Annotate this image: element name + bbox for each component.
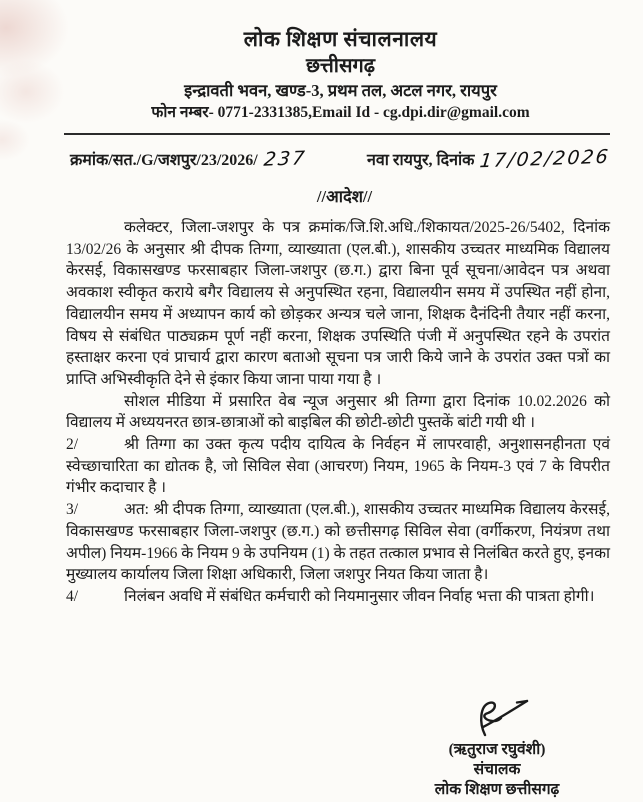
- organization-address: इन्द्रावती भवन, खण्ड-3, प्रथम तल, अटल नगर, रायपुर: [184, 81, 497, 100]
- organization-name: लोक शिक्षण संचालनालय: [243, 27, 438, 51]
- paragraph-3: [66, 434, 610, 499]
- reference-number-handwritten: 237: [262, 147, 308, 171]
- organization-contact: फोन नम्बर- 0771-2331385,Email Id - cg.dpi.dir@gmail.com: [151, 104, 530, 121]
- letterhead: [0, 0, 643, 124]
- signatory-name: (ऋतुराज रघुवंशी): [448, 741, 546, 758]
- paragraph-3-number: 2/: [66, 436, 79, 454]
- paragraph-2: [66, 391, 610, 434]
- organization-state: छत्तीसगढ़: [305, 55, 376, 77]
- reference-row: [0, 135, 643, 173]
- order-body: [0, 217, 643, 608]
- signatory-designation: संचालक: [473, 761, 521, 778]
- paragraph-4-text: अत: श्री दीपक तिग्गा, व्याख्याता (एल.बी.), शासकीय उच्चतर माध्यमिक विद्यालय केरसई, विकासखण्ड फरसाबहार जिला-जशपुर (छ.ग.) को छत्तीसगढ़ सिविल सेवा (वर्गीकरण, नियंत्रण तथा अपील) नियम-1966 के नियम 9 के उपनियम (1) के तहत तत्काल प्रभाव से निलंबित करते हुए, इनका मुख्यालय कार्यालय जिला शिक्षा अधिकारी, जिला जशपुर नियत किया जाता है।: [66, 501, 610, 584]
- place-date-printed: नवा रायपुर, दिनांक: [367, 152, 475, 169]
- paragraph-3-text: श्री तिग्गा का उक्त कृत्य पदीय दायित्व के निर्वहन में लापरवाही, अनुशासनहीनता एवं स्वेच्छाचारिता का द्योतक है, जो सिविल सेवा (आचरण) नियम, 1965 के नियम-3 एवं 7 के विपरीत गंभीर कदाचार है ।: [66, 436, 610, 497]
- paragraph-4-number: 3/: [66, 501, 79, 519]
- paragraph-5-number: 4/: [66, 587, 79, 605]
- reference-number-printed: क्रमांक/सत./G/जशपुर/23/2026/: [70, 152, 258, 169]
- signature-icon: [455, 693, 539, 739]
- order-title: //आदेश//: [316, 187, 373, 206]
- date-handwritten: 17/02/2026: [479, 145, 612, 173]
- paragraph-2-text: सोशल मीडिया में प्रसारित वेब न्यूज अनुसार श्री तिग्गा द्वारा दिनांक 10.02.2026 को विद्यालय में अध्ययनरत छात्र-छात्राओं को बाइबिल की छोटी-छोटी पुस्तकें बांटी गयी थी ।: [66, 392, 610, 432]
- paragraph-1-text: कलेक्टर, जिला-जशपुर के पत्र क्रमांक/जि.शि.अधि./शिकायत/2025-26/5402, दिनांक 13/02/26 के अनुसार श्री दीपक तिग्गा, व्याख्याता (एल.बी.), शासकीय उच्चतर माध्यमिक विद्यालय केरसई, विकासखण्ड फरसाबहार जिला-जशपुर (छ.ग.) द्वारा बिना पूर्व सूचना/आवेदन पत्र अथवा अवकाश स्वीकृत कराये बगैर विद्यालय से अनुपस्थित रहना, विद्यालयीन समय में उपस्थित नहीं होना, विद्यालयीन समय में अध्यापन कार्य को छोड़कर अन्यत्र चले जाना, शिक्षक दैनंदिनी तैयार नहीं करना, विषय से संबंधित पाठ्यक्रम पूर्ण नहीं करना, शिक्षक उपस्थिति पंजी में अनुपस्थित रहने के उपरांत हस्ताक्षर करना एवं प्राचार्य द्वारा कारण बताओ सूचना पत्र जारी किये जाने के उपरांत उक्त पत्रों का प्राप्ति अभिस्वीकृति देने से इंकार किया जाना पाया गया है ।: [66, 219, 610, 388]
- paragraph-4: [66, 499, 610, 586]
- paragraph-5-text: निलंबन अवधि में संबंधित कर्मचारी को नियमानुसार जीवन निर्वाह भत्ता की पात्रता होगी।: [124, 587, 595, 605]
- signatory-organization: लोक शिक्षण छत्तीसगढ़: [434, 781, 560, 798]
- place-and-date: [367, 145, 612, 173]
- paragraph-1: [66, 217, 610, 391]
- signature-block: [388, 693, 606, 800]
- paragraph-5: [66, 586, 610, 608]
- reference-number: [70, 148, 306, 170]
